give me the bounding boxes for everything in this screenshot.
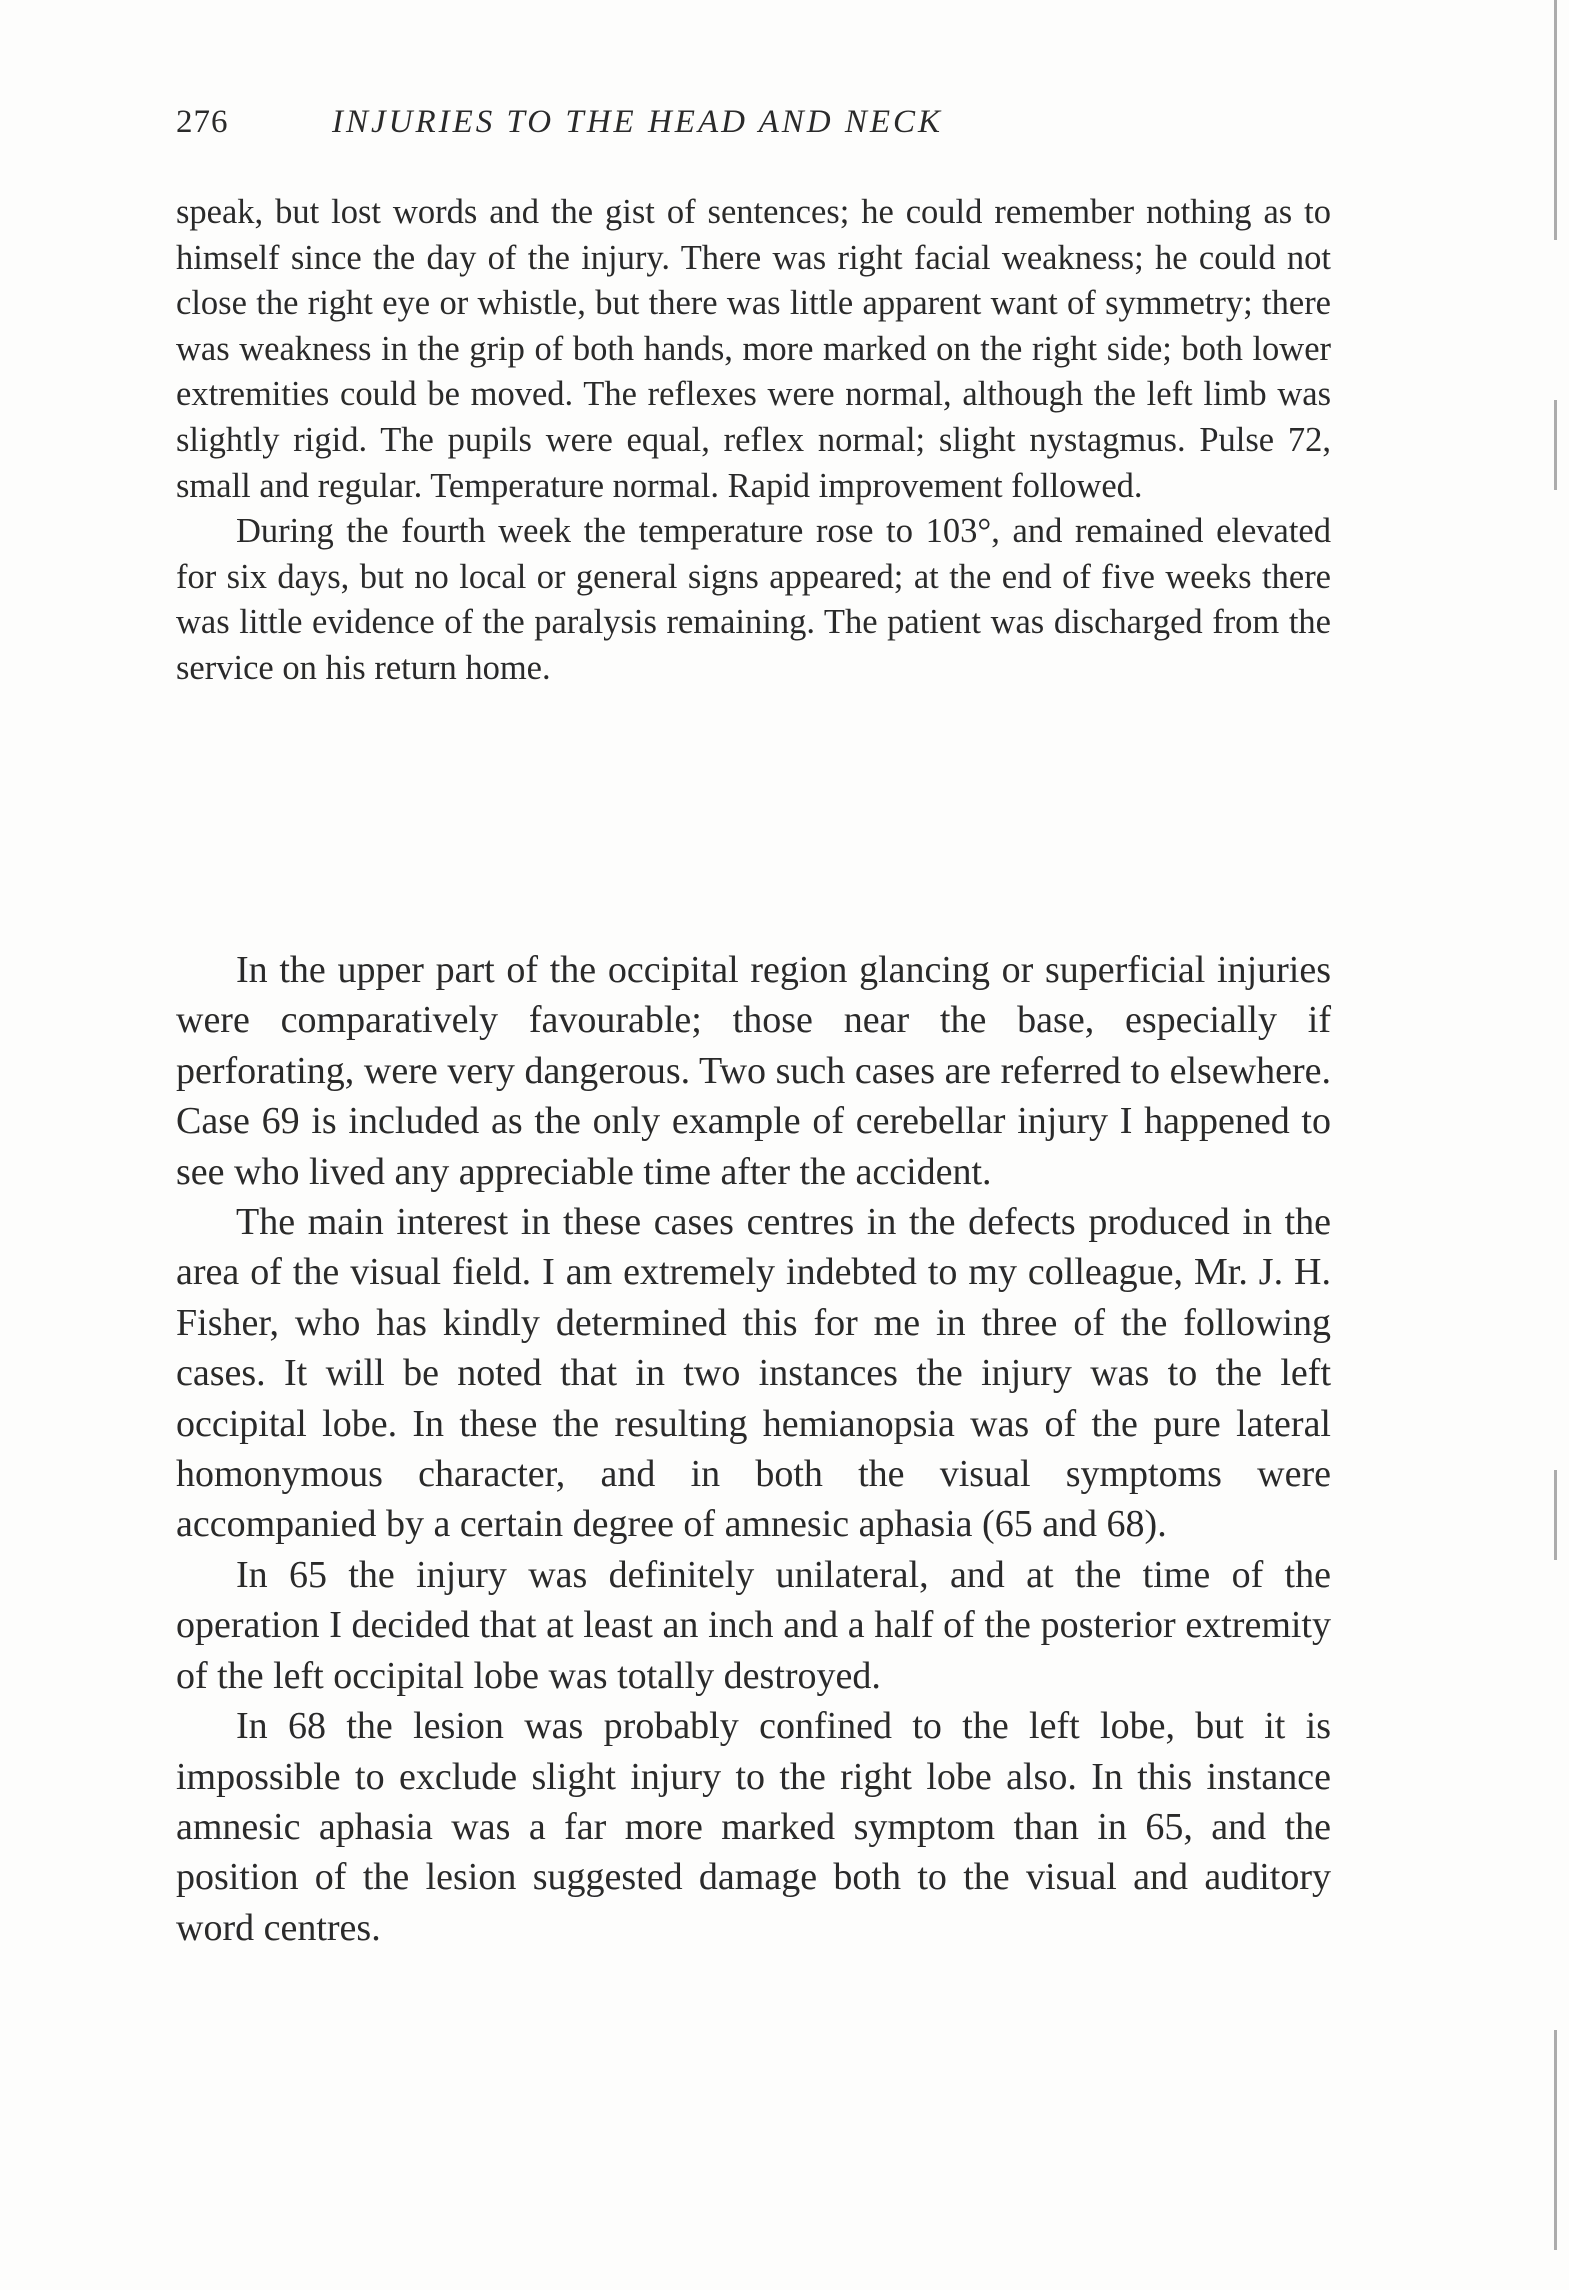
page-number: 276: [176, 104, 229, 140]
case-report-paragraph: speak, but lost words and the gist of sentences; he could remember nothing as to himself since the day of the injury. There was right facial weakness; he could not close the right eye or whistle, but there was little apparent want of symmetry; there was weakness in the grip of both hands, more marked on the right side; both lower extremities could be moved. The reflexes were normal, although the left limb was slightly rigid. The pupils were equal, reflex normal; slight nystagmus. Pulse 72, small and regular. Temperature normal. Rapid improvement followed.: [176, 193, 1331, 505]
case-report-paragraph: During the fourth week the temperature rose to 103°, and remained elevated for six days, but no local or general signs appeared; at the end of five weeks there was little evidence of the paralysis remaining. The patient was discharged from the service on his return home.: [176, 512, 1331, 687]
scan-edge-line: [1554, 400, 1557, 490]
scan-edge-line: [1554, 0, 1557, 240]
running-title: INJURIES TO THE HEAD AND NECK: [332, 104, 944, 140]
body-paragraph: The main interest in these cases centres in the defects produced in the area of the visual field. I am extremely indebted to my colleague, Mr. J. H. Fisher, who has kindly determined this for me in three of the following cases. It will be noted that in two instances the injury was to the left occipital lobe. In these the resulting hemianopsia was of the pure lateral homonymous character, and in both the visual symptoms were accompanied by a certain degree of amnesic aphasia (65 and 68).: [176, 1201, 1331, 1546]
scan-edge-line: [1554, 2030, 1557, 2250]
case-report: [176, 190, 1331, 692]
body-paragraph: In 68 the lesion was probably confined to the left lobe, but it is impossible to exclude slight injury to the right lobe also. In this instance amnesic aphasia was a far more marked symptom than in 65, and the position of the lesion suggested damage both to the visual and auditory word centres.: [176, 1705, 1331, 1949]
main-text: [176, 945, 1331, 1953]
page-header: [176, 104, 1336, 148]
scan-edge-line: [1554, 1470, 1557, 1560]
body-paragraph: In 65 the injury was definitely unilateral, and at the time of the operation I decided that at least an inch and a half of the posterior extremity of the left occipital lobe was totally destroyed.: [176, 1553, 1331, 1697]
body-paragraph: In the upper part of the occipital region glancing or superficial injuries were comparatively favourable; those near the base, especially if perforating, were very dangerous. Two such cases are referred to elsewhere. Case 69 is included as the only example of cerebellar injury I happened to see who lived any appreciable time after the accident.: [176, 949, 1331, 1193]
